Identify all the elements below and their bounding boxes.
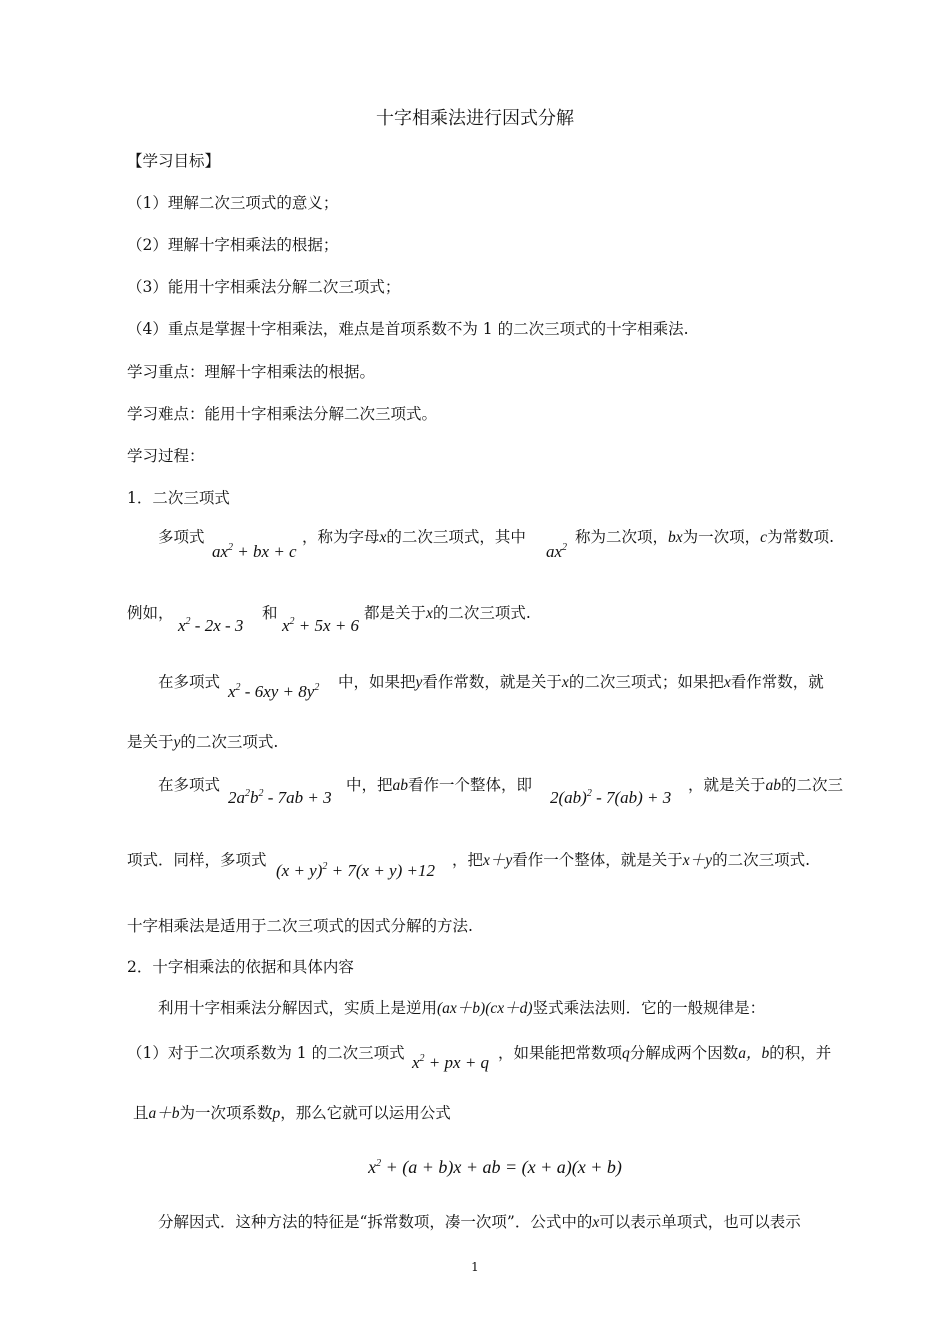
p1-math-poly: $ax^2$ + bx + c: [212, 542, 297, 561]
p3-text-b: 中，如果把y看作常数，就是关于x的二次三项式；如果把x看作常数，就: [338, 673, 824, 691]
process-label: 学习过程：: [127, 447, 205, 465]
page-title: 十字相乘法进行因式分解: [376, 108, 574, 129]
p7-math-poly: $x^2$ + px + q: [412, 1053, 490, 1072]
p1-text-c: 称为二次项，bx为一次项，c为常数项.: [575, 528, 834, 546]
p4-text-e: ，把x＋y看作一个整体，就是关于x＋y的二次三项式.: [452, 851, 810, 869]
p3-text-a: 在多项式: [158, 673, 221, 691]
p2-text-b: 都是关于x的二次三项式.: [364, 604, 531, 622]
p7-text-a: （1）对于二次项系数为 1 的二次三项式: [127, 1044, 405, 1062]
key-point: 学习重点：理解十字相乘法的根据。: [127, 363, 376, 381]
main-formula: $x^2 + (a + b)x$ + ab = (x + a)(x + b): [368, 1157, 622, 1177]
p4-text-d: 项式．同样，多项式: [127, 851, 267, 869]
p2-math-ex2: $x^2 + 5x + 6$: [282, 616, 360, 635]
objectives-heading: 【学习目标】: [127, 152, 221, 170]
difficulty: 学习难点：能用十字相乘法分解二次三项式。: [127, 405, 438, 423]
objective-3: （3）能用十字相乘法分解二次三项式；: [127, 278, 401, 296]
p7-text-c: 且a＋b为一次项系数p，那么它就可以运用公式: [133, 1104, 451, 1122]
objective-4: （4）重点是掌握十字相乘法，难点是首项系数不为 1 的二次三项式的十字相乘法.: [127, 320, 689, 338]
p2-text-a: 例如，: [127, 604, 174, 622]
p2-math-ex1: $x^2 - 2x - 3$: [178, 616, 244, 635]
p4-text-b: 中，把ab看作一个整体，即: [346, 776, 533, 794]
section-1-heading: 1．二次三项式: [127, 489, 230, 507]
p4-math-poly: $2a^2b^2 - 7ab + 3$: [228, 788, 332, 807]
objective-2: （2）理解十字相乘法的根据；: [127, 236, 339, 254]
p2-text-and: 和: [262, 604, 278, 622]
p1-text-b: ，称为字母x的二次三项式，其中: [302, 528, 526, 546]
p6-text: 利用十字相乘法分解因式，实质上是逆用(ax＋b)(cx＋d)竖式乘法法则．它的一般规律是：: [158, 999, 766, 1017]
p5-text: 十字相乘法是适用于二次三项式的因式分解的方法.: [127, 917, 473, 935]
section-2-heading: 2．十字相乘法的依据和具体内容: [127, 958, 354, 976]
p1-math-ax2: $ax^2$: [546, 542, 568, 561]
page-number: 1: [471, 1260, 479, 1274]
p4-text-c: ，就是关于ab的二次三: [688, 776, 844, 794]
objective-1: （1）理解二次三项式的意义；: [127, 194, 339, 212]
p4-math-xy: $(x + y)^2 + 7(x + y) +12$: [276, 861, 435, 880]
p1-text-a: 多项式: [158, 528, 205, 546]
p7-text-b: ，如果能把常数项q分解成两个因数a，b的积，并: [498, 1044, 832, 1062]
p3-text-c: 是关于y的二次三项式.: [127, 733, 279, 751]
p4-text-a: 在多项式: [158, 776, 221, 794]
p8-text: 分解因式．这种方法的特征是“拆常数项，凑一次项”．公式中的x可以表示单项式，也可以表示: [158, 1213, 801, 1231]
p3-math-poly: $x^2 - 6xy + 8y^2$: [228, 682, 320, 701]
p4-math-ab: 2(ab)$^2$ - 7(ab) + 3: [550, 788, 672, 807]
